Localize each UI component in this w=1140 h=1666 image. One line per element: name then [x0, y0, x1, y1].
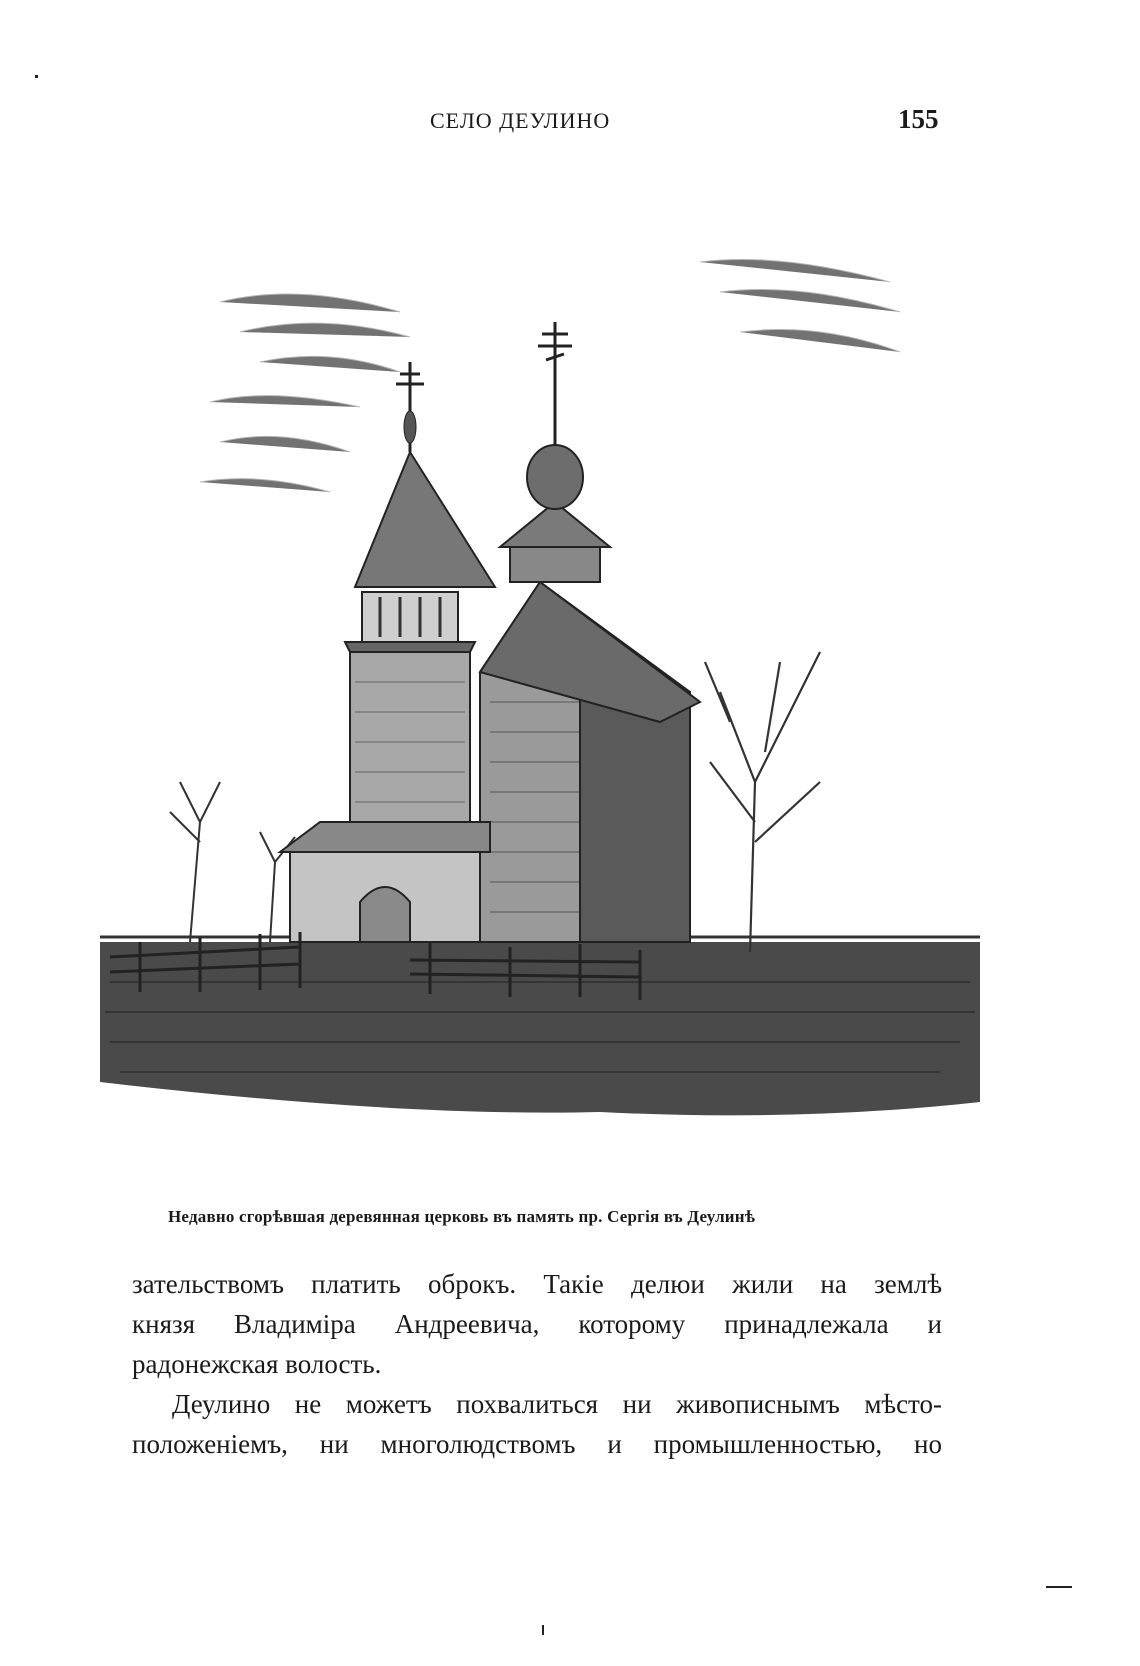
page-number: 155 — [898, 104, 939, 134]
text-line: положеніемъ, ни многолюдствомъ и промышленностью, но — [132, 1429, 942, 1459]
text-line: радонежская волость. — [132, 1349, 382, 1379]
figure-caption: Недавно сгорѣвшая деревянная церковь въ память пр. Сергія въ Деулинѣ — [168, 1207, 756, 1226]
text-line: зательствомъ платить оброкъ. Такіе делюи жили на землѣ — [132, 1269, 942, 1299]
scan-mark — [542, 1625, 544, 1635]
body-text — [132, 1264, 942, 1464]
scan-mark — [35, 75, 38, 78]
text-line: князя Владиміра Андреевича, которому принадлежала и — [132, 1309, 942, 1339]
church-illustration — [100, 222, 980, 1202]
scan-mark — [1046, 1586, 1072, 1588]
running-title: СЕЛО ДЕУЛИНО — [430, 108, 611, 133]
text-line: Деулино не можетъ похвалиться ни живописнымъ мѣсто- — [172, 1389, 942, 1419]
